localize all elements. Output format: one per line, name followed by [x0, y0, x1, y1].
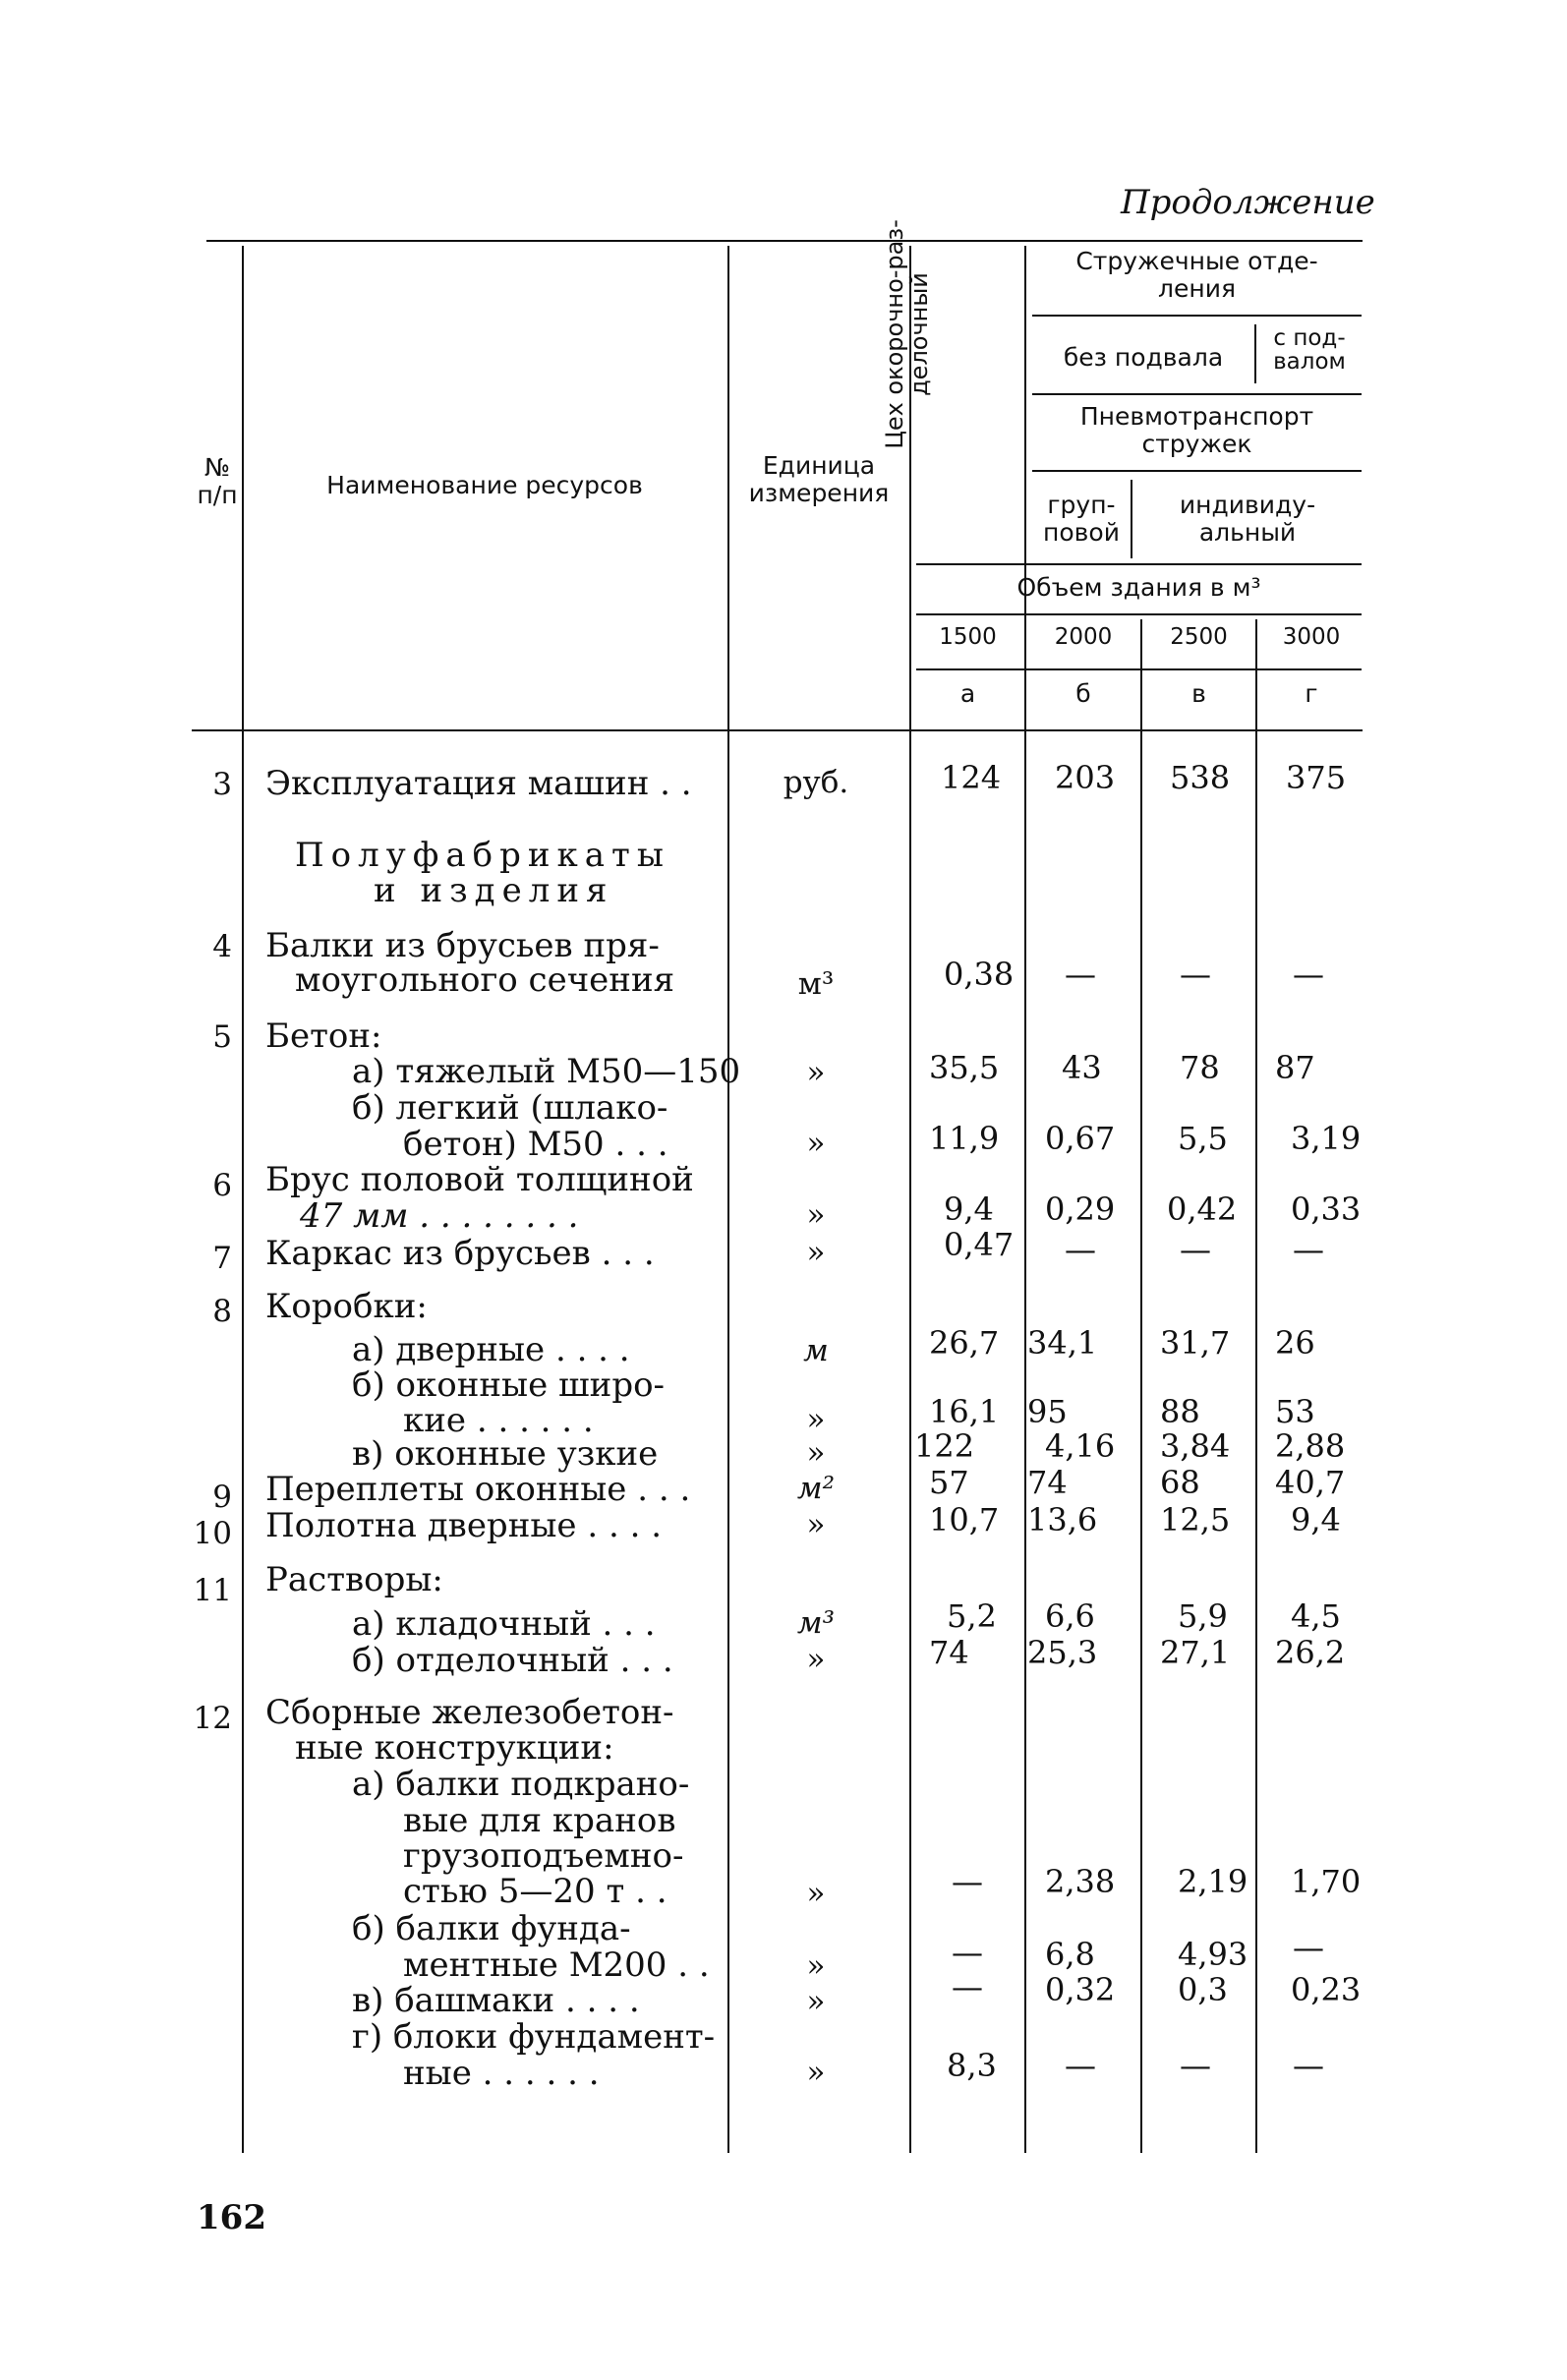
row-number: 6 — [212, 1168, 232, 1203]
hdr-rule-3 — [1032, 470, 1362, 472]
row-number: 7 — [212, 1241, 232, 1276]
row-unit: руб. — [783, 765, 849, 800]
cell-d: 9,4 — [1291, 1501, 1341, 1538]
row-label: б) балки фунда- — [352, 1909, 631, 1948]
hdr-rule-6 — [916, 668, 1362, 670]
cell-a: 8,3 — [947, 2047, 997, 2084]
row-label: а) балки подкрано- — [352, 1765, 690, 1804]
cell-c: 78 — [1180, 1049, 1220, 1086]
cell-b: 13,6 — [1027, 1501, 1098, 1538]
cell-c: 68 — [1160, 1464, 1200, 1501]
cell-a: 124 — [941, 759, 1002, 796]
row-label: а) тяжелый М50—150 — [352, 1052, 741, 1091]
hdr-rule-1 — [1032, 315, 1362, 317]
row-label: Балки из брусьев пря- — [265, 926, 660, 965]
cell-d: 1,70 — [1291, 1863, 1362, 1900]
cell-b: 2,38 — [1045, 1863, 1116, 1900]
cell-b: 0,32 — [1045, 1971, 1116, 2008]
hdr-no-basement: без подвала — [1063, 343, 1224, 372]
row-number: 8 — [212, 1294, 232, 1329]
cell-b: 34,1 — [1027, 1324, 1098, 1362]
cell-b: 4,16 — [1045, 1427, 1116, 1465]
row-unit: » — [806, 1507, 826, 1542]
hdr-rule-5 — [916, 613, 1362, 615]
cell-a: 11,9 — [929, 1120, 1000, 1157]
row-label: Бетон: — [265, 1016, 382, 1056]
cell-b: 6,6 — [1045, 1597, 1095, 1635]
hdr-letter-d: г — [1305, 679, 1318, 708]
cell-d: — — [1293, 1929, 1324, 1966]
cell-a: 0,47 — [944, 1226, 1015, 1263]
cell-b: 74 — [1027, 1464, 1068, 1501]
cell-c: 0,42 — [1167, 1190, 1238, 1228]
section-heading: Полуфабрикаты — [295, 836, 670, 875]
cell-c: 0,3 — [1178, 1971, 1228, 2008]
cell-a: 0,38 — [944, 956, 1015, 993]
cell-a: 35,5 — [929, 1049, 1000, 1086]
cell-d: 26,2 — [1275, 1634, 1346, 1671]
section-heading: и изделия — [374, 871, 614, 910]
cell-a: 16,1 — [929, 1393, 1000, 1430]
hdr-volume-2500: 2500 — [1170, 624, 1228, 650]
cell-c: 88 — [1160, 1393, 1200, 1430]
row-number: 3 — [212, 767, 232, 802]
cell-c: 2,19 — [1178, 1863, 1248, 1900]
row-unit: » — [806, 1435, 826, 1471]
cell-a: — — [952, 1968, 983, 2005]
cell-d: 4,5 — [1291, 1597, 1341, 1635]
row-label: Переплеты оконные . . . — [265, 1470, 691, 1509]
row-unit: » — [806, 1984, 826, 2019]
table-top-rule — [206, 240, 1363, 242]
row-label: Брус половой толщиной — [265, 1160, 694, 1199]
hdr-pneumo: Пневмотранспорт стружек — [1079, 402, 1314, 458]
hdr-rule-2 — [1032, 393, 1362, 395]
col-rule-3 — [909, 246, 911, 2153]
hdr-shaving-depts: Стружечные отде- ления — [1075, 247, 1318, 303]
cell-d: — — [1293, 956, 1324, 993]
row-label: ные конструкции: — [295, 1728, 614, 1768]
cell-d: — — [1293, 2047, 1324, 2084]
row-label: вые для кранов — [403, 1801, 676, 1840]
row-number: 11 — [193, 1573, 232, 1608]
row-label: грузоподъемно- — [403, 1836, 684, 1876]
row-label: в) оконные узкие — [352, 1434, 659, 1474]
hdr-letter-c: в — [1191, 679, 1206, 708]
hdr-letter-a: а — [959, 679, 976, 708]
row-number: 5 — [212, 1019, 232, 1055]
row-unit: м³ — [797, 966, 835, 1002]
cell-b: 203 — [1055, 759, 1116, 796]
row-number: 10 — [193, 1516, 232, 1551]
row-label: а) дверные . . . . — [352, 1330, 630, 1369]
row-label: б) легкий (шлако- — [352, 1088, 668, 1128]
hdr-unit: Единица измерения — [748, 451, 890, 507]
cell-d: 53 — [1275, 1393, 1315, 1430]
cell-a: 122 — [914, 1427, 975, 1465]
page-number: 162 — [197, 2198, 266, 2237]
hdr-name: Наименование ресурсов — [326, 471, 643, 499]
cell-b: — — [1065, 1231, 1096, 1268]
cell-a: 74 — [929, 1634, 969, 1671]
cell-d: 87 — [1275, 1049, 1315, 1086]
cell-b: — — [1065, 956, 1096, 993]
hdr-volume-1500: 1500 — [939, 624, 997, 650]
cell-a: 5,2 — [947, 1597, 997, 1635]
row-label: Полотна дверные . . . . — [265, 1506, 663, 1545]
cell-b: 6,8 — [1045, 1936, 1095, 1973]
cell-a: 26,7 — [929, 1324, 1000, 1362]
row-label: б) отделочный . . . — [352, 1641, 673, 1680]
cell-c: — — [1180, 956, 1211, 993]
row-label: 47 мм . . . . . . . . — [300, 1196, 579, 1236]
col-rule-5 — [1140, 619, 1142, 2153]
cell-d: 40,7 — [1275, 1464, 1346, 1501]
row-number: 9 — [212, 1480, 232, 1515]
row-label: стью 5—20 т . . — [403, 1872, 667, 1911]
cell-d: 2,88 — [1275, 1427, 1346, 1465]
row-label: Растворы: — [265, 1560, 443, 1599]
row-label: Коробки: — [265, 1287, 428, 1326]
cell-d: 0,23 — [1291, 1971, 1362, 2008]
col-rule-6 — [1255, 619, 1257, 2153]
row-unit: м² — [796, 1471, 836, 1506]
cell-a: 57 — [929, 1464, 969, 1501]
hdr-letter-b: б — [1075, 679, 1091, 708]
hdr-volume-3000: 3000 — [1282, 624, 1341, 650]
continuation-label: Продолжение — [1121, 183, 1375, 222]
hdr-rule-4 — [916, 563, 1362, 565]
row-number: 12 — [193, 1701, 232, 1736]
cell-c: 31,7 — [1160, 1324, 1231, 1362]
cell-c: — — [1180, 2047, 1211, 2084]
cell-d: 0,33 — [1291, 1190, 1362, 1228]
row-unit: » — [806, 1876, 826, 1911]
cell-c: 3,84 — [1160, 1427, 1231, 1465]
row-label: Сборные железобетон- — [265, 1693, 674, 1732]
hdr-with-basement: с под- валом — [1273, 325, 1346, 376]
col-rule-1 — [242, 246, 244, 2153]
row-label: а) кладочный . . . — [352, 1604, 656, 1644]
row-label: б) оконные широ- — [352, 1365, 666, 1405]
row-label: Каркас из брусьев . . . — [265, 1234, 655, 1273]
row-unit: » — [806, 1402, 826, 1437]
row-unit: » — [806, 1055, 826, 1090]
cell-b: 25,3 — [1027, 1634, 1098, 1671]
cell-c: 12,5 — [1160, 1501, 1231, 1538]
cell-c: 538 — [1170, 759, 1231, 796]
row-unit: » — [806, 1126, 826, 1161]
cell-a: 10,7 — [929, 1501, 1000, 1538]
row-label: кие . . . . . . — [403, 1401, 594, 1440]
row-label: бетон) М50 . . . — [403, 1125, 668, 1164]
cell-c: 27,1 — [1160, 1634, 1231, 1671]
row-label: ментные М200 . . — [403, 1945, 710, 1985]
hdr-debarking-shop: Цех окорочно-раз- делочный — [881, 219, 934, 449]
row-unit: » — [806, 2055, 826, 2090]
row-unit: » — [806, 1642, 826, 1677]
cell-b: 0,67 — [1045, 1120, 1116, 1157]
hdr-volume: Объем здания в м³ — [1016, 573, 1261, 602]
cell-a: 9,4 — [944, 1190, 994, 1228]
cell-b: 43 — [1062, 1049, 1102, 1086]
hdr-volume-2000: 2000 — [1054, 624, 1113, 650]
cell-d: — — [1293, 1231, 1324, 1268]
cell-b: 0,29 — [1045, 1190, 1116, 1228]
col-rule-4 — [1024, 246, 1026, 2153]
row-number: 4 — [212, 929, 232, 964]
cell-b: — — [1065, 2047, 1096, 2084]
row-label: моугольного сечения — [295, 960, 675, 1000]
hdr-individual: индивиду- альный — [1179, 491, 1316, 547]
header-bottom-rule — [192, 729, 1363, 731]
row-unit: » — [806, 1235, 826, 1270]
cell-a: — — [952, 1934, 983, 1971]
cell-a: — — [952, 1863, 983, 1900]
cell-c: 5,9 — [1178, 1597, 1228, 1635]
hdr-number: № п/п — [197, 453, 238, 509]
row-label: Эксплуатация машин . . — [265, 764, 692, 803]
cell-d: 26 — [1275, 1324, 1315, 1362]
cell-c: 4,93 — [1178, 1936, 1248, 1973]
row-label: в) башмаки . . . . — [352, 1981, 640, 2020]
hdr-group: груп- повой — [1043, 491, 1120, 547]
cell-c: 5,5 — [1178, 1120, 1228, 1157]
cell-d: 375 — [1286, 759, 1347, 796]
row-label: г) блоки фундамент- — [352, 2017, 716, 2057]
row-unit: » — [806, 1948, 826, 1984]
row-unit: » — [806, 1197, 826, 1233]
cell-d: 3,19 — [1291, 1120, 1362, 1157]
row-unit: м — [803, 1333, 829, 1368]
row-unit: м³ — [796, 1605, 836, 1641]
cell-b: 95 — [1027, 1393, 1068, 1430]
cell-c: — — [1180, 1231, 1211, 1268]
row-label: ные . . . . . . — [403, 2054, 600, 2093]
